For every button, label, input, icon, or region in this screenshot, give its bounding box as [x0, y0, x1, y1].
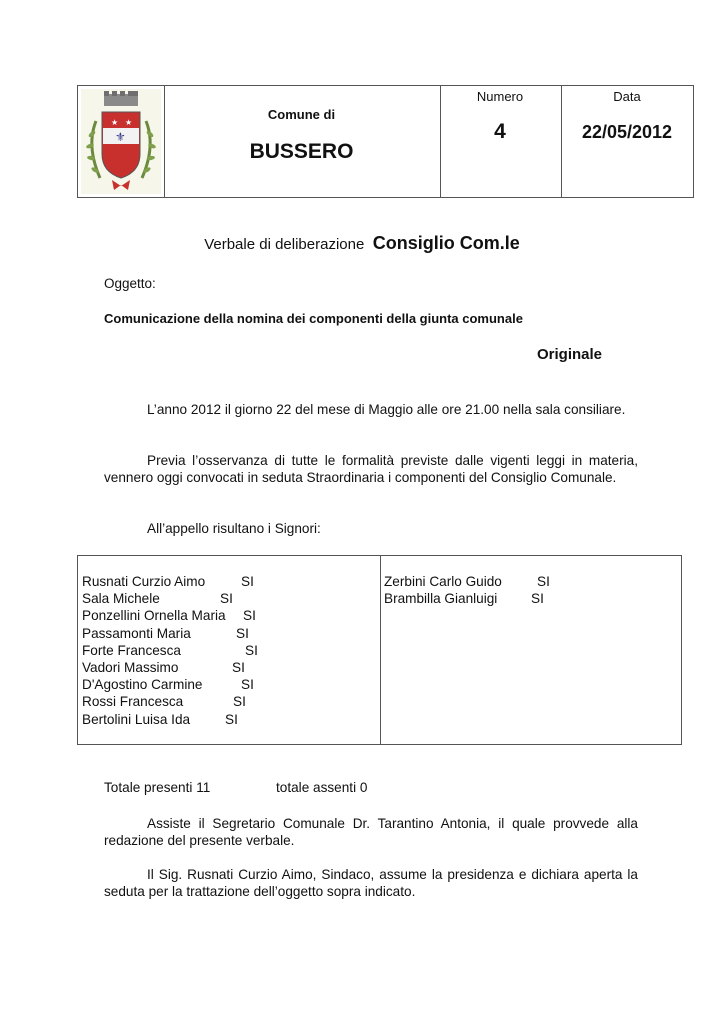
verbale-prefix: Verbale di deliberazione — [204, 236, 365, 253]
comune-label: Comune di — [267, 107, 336, 122]
member-status: SI — [232, 659, 245, 675]
paragraph-date: L’anno 2012 il giorno 22 del mese di Maggio alle ore 21.00 nella sala consiliare. — [147, 402, 626, 417]
member-name: Forte Francesca — [82, 642, 181, 658]
svg-text:★: ★ — [111, 118, 119, 127]
member-name: Rossi Francesca — [82, 694, 184, 710]
paragraph-secretary: Assiste il Segretario Comunale Dr. Tarantino Antonia, il quale provvede alla redazione del presente verbale. — [104, 816, 638, 848]
attendance-row — [384, 590, 544, 607]
attendance-left-column — [82, 573, 258, 728]
numero-label: Numero — [476, 89, 524, 104]
paragraph-roll-call: All’appello risultano i Signori: — [147, 521, 321, 536]
numero-value: 4 — [494, 120, 506, 143]
member-name: Ponzellini Ornella Maria — [82, 608, 226, 624]
member-name: Passamonti Maria — [82, 625, 191, 641]
attendance-row — [82, 659, 245, 676]
member-status: SI — [537, 574, 550, 589]
attendance-table — [77, 555, 682, 745]
member-status: SI — [220, 591, 233, 607]
attendance-row — [82, 711, 238, 728]
svg-text:★: ★ — [125, 118, 133, 127]
attendance-row — [82, 625, 249, 642]
member-status: SI — [531, 591, 544, 607]
oggetto-label: Oggetto: — [104, 276, 156, 291]
attendance-right-column — [384, 573, 550, 607]
totale-assenti: totale assenti 0 — [276, 780, 368, 795]
member-name: Zerbini Carlo Guido — [384, 574, 502, 589]
oggetto-text: Comunicazione della nomina dei componenti della giunta comunale — [104, 311, 523, 326]
member-status: SI — [241, 677, 254, 693]
originale-label: Originale — [537, 346, 603, 363]
svg-text:⚜: ⚜ — [115, 130, 126, 144]
member-name: D'Agostino Carmine — [82, 677, 203, 693]
member-status: SI — [236, 625, 249, 641]
document-title — [0, 233, 724, 254]
member-status: SI — [233, 694, 246, 710]
member-status: SI — [243, 608, 256, 624]
attendance-row — [82, 590, 233, 607]
paragraph-presidency: Il Sig. Rusnati Curzio Aimo, Sindaco, assume la presidenza e dichiara aperta la seduta per la trattazione dell’oggetto sopra indicato. — [104, 867, 638, 899]
attendance-row — [82, 676, 254, 693]
data-label: Data — [613, 89, 641, 104]
member-name: Bertolini Luisa Ida — [82, 711, 191, 727]
member-name: Vadori Massimo — [82, 659, 179, 675]
verbale-title: Consiglio Com.le — [372, 233, 520, 253]
totale-presenti: Totale presenti 11 — [104, 780, 211, 795]
header-table — [77, 85, 694, 198]
attendance-row — [82, 642, 258, 659]
member-name: Rusnati Curzio Aimo — [82, 574, 206, 589]
attendance-row — [82, 693, 246, 710]
paragraph-convocation: Previa l’osservanza di tutte le formalità previste dalle vigenti leggi in materia, vennero oggi convocati in seduta Straordinaria i componenti del Consiglio Comunale. — [104, 453, 638, 485]
attendance-row — [384, 573, 550, 590]
member-status: SI — [245, 642, 258, 658]
member-name: Brambilla Gianluigi — [384, 591, 498, 607]
attendance-row — [82, 573, 254, 590]
member-name: Sala Michele — [82, 591, 160, 607]
data-value: 22/05/2012 — [581, 122, 673, 142]
municipal-crest — [78, 86, 164, 197]
member-status: SI — [225, 711, 238, 727]
comune-name: BUSSERO — [249, 140, 354, 163]
attendance-row — [82, 607, 256, 624]
member-status: SI — [241, 574, 254, 589]
